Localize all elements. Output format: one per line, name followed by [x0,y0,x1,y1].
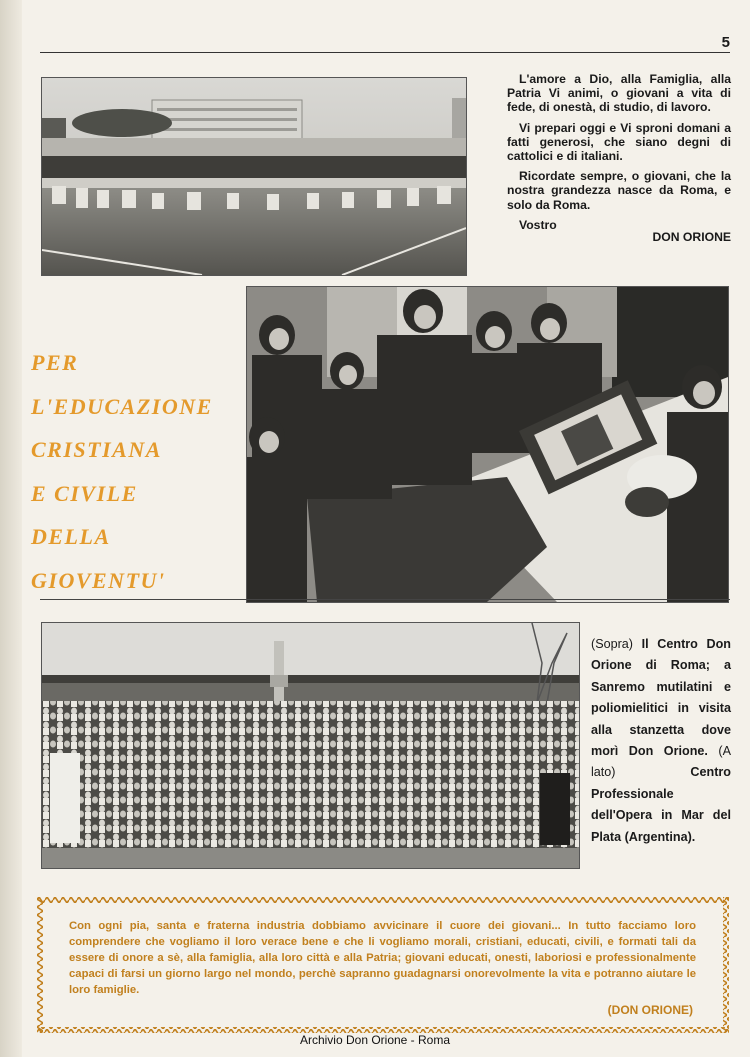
footer-signature: (DON ORIONE) [607,1003,693,1017]
quote-closing: Vostro [519,217,557,232]
caption-text: Il Centro Don Orione di Roma; a Sanremo mutilatini e poliomielitici in visita alla stanzetta dove morì Don Orione. [591,637,732,759]
quote-signature: DON ORIONE [652,230,731,245]
heading-line: E CIVILE [31,480,138,506]
caption-text-2: Centro Professionale dell'Opera in Mar del Plata (Argentina). [591,765,731,844]
footer-quote-box [37,897,729,1033]
archive-label: Archivio Don Orione - Roma [299,1033,451,1047]
heading-line: GIOVENTU' [31,567,166,593]
heading-line: DELLA [31,524,111,549]
page-number: 5 [721,34,730,51]
photo-group-mar-del-plata [41,622,580,869]
photo-stadium-display [41,77,467,276]
heading-line: CRISTIANA [31,437,162,462]
caption-intro: (Sopra) [591,637,633,651]
quote-paragraph-1: L'amore a Dio, alla Famiglia, alla Patria Vi animi, o giovani a vita di fede, di onestà, di studio, di lavoro. [507,72,731,115]
section-heading [31,348,246,609]
photo-room-visit [246,286,729,603]
caption-aside: (A lato) [591,744,731,780]
footer-quote-text: Con ogni pia, santa e fraterna industria dobbiamo avvicinare il cuore dei giovani... In tutto facciamo loro comprendere che vogliamo il loro verace bene e che li vogliamo morali, cristiani, educati, civili, e formati tali da essere di onore a sè, alla famiglia, alla loro città e alla Patria; giovani educati, onesti, laboriosi e professionalmente capaci di farsi un giorno largo nel mondo, perchè sapranno guadagnarsi onorevolmente la vita e potranno aiutare le loro famiglie. [69,920,696,996]
page-edge [0,0,22,1057]
heading-line: PER [31,350,79,375]
middle-rule [40,599,730,600]
don-orione-quote [507,72,731,244]
top-rule [40,52,730,53]
quote-paragraph-2: Vi prepari oggi e Vi sproni domani a fatti generosi, che siano degni di cattolici e di italiani. [507,120,731,164]
photo-caption [591,634,731,848]
heading-line: L'EDUCAZIONE [31,393,213,419]
quote-paragraph-3: Ricordate sempre, o giovani, che la nostra grandezza nasce da Roma, e solo da Roma. [507,169,731,212]
